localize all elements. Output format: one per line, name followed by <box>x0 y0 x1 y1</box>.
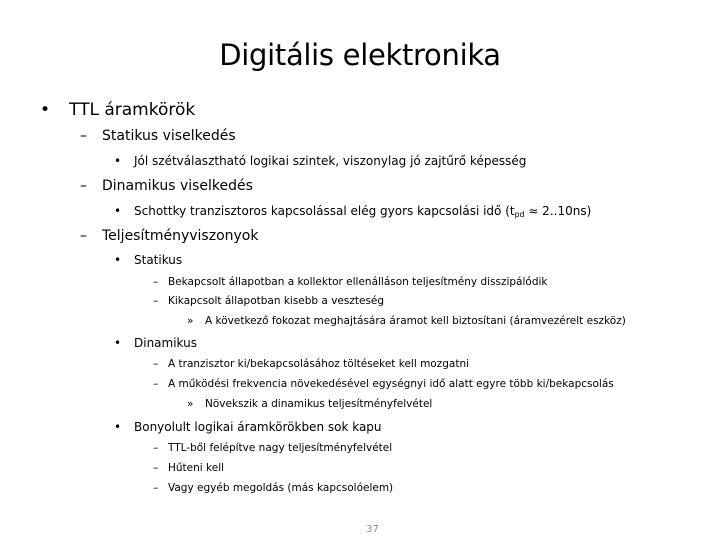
bullet-text-level3: Dinamikus <box>134 336 197 350</box>
bullet-marker: • <box>114 420 122 434</box>
bullet-text-level3 <box>134 204 591 219</box>
bullet-text-level4: Hűteni kell <box>168 462 225 474</box>
dash-marker: – <box>80 128 87 144</box>
dash-marker: – <box>153 462 159 474</box>
bullet-text-level4: Bekapcsolt állapotban a kollektor ellenálláson teljesítmény disszipálódik <box>168 276 548 288</box>
dash-marker: – <box>153 378 159 390</box>
dash-marker: – <box>80 178 87 194</box>
bullet-text-level2: Statikus viselkedés <box>102 128 236 144</box>
arrow-marker: » <box>187 398 194 410</box>
bullet-text-level4: A működési frekvencia növekedésével egységnyi idő alatt egyre több ki/bekapcsolás <box>168 378 614 390</box>
bullet-marker: • <box>114 204 122 218</box>
bullet-marker: • <box>40 100 51 120</box>
bullet-text-level3: Bonyolult logikai áramkörökben sok kapu <box>134 420 382 434</box>
bullet-text-level4: A tranzisztor ki/bekapcsolásához töltéseket kell mozgatni <box>168 358 470 370</box>
slide-title: Digitális elektronika <box>219 38 501 72</box>
dash-marker: – <box>153 482 159 494</box>
bullet-text-level4: TTL-ből felépítve nagy teljesítményfelvétel <box>168 442 393 454</box>
bullet-text-level4: Kikapcsolt állapotban kisebb a veszteség <box>168 295 385 307</box>
dash-marker: – <box>80 228 87 244</box>
dash-marker: – <box>153 295 159 307</box>
page-number: 37 <box>366 524 379 535</box>
bullet-text-level2: Dinamikus viselkedés <box>102 178 253 194</box>
dash-marker: – <box>153 358 159 370</box>
bullet-text-level3: Statikus <box>134 253 183 267</box>
text-segment: ≈ 2..10ns) <box>524 204 592 218</box>
arrow-marker: » <box>187 315 194 327</box>
bullet-text-level2: Teljesítményviszonyok <box>102 228 259 244</box>
bullet-text-level3: Jól szétválasztható logikai szintek, viszonylag jó zajtűrő képesség <box>134 154 527 168</box>
dash-marker: – <box>153 442 159 454</box>
text-segment: Schottky tranzisztoros kapcsolással elég gyors kapcsolási idő (t <box>134 204 515 218</box>
bullet-text-level5: A következő fokozat meghajtására áramot kell biztosítani (áramvezérelt eszköz) <box>205 315 626 327</box>
dash-marker: – <box>153 276 159 288</box>
bullet-text-level1: TTL áramkörök <box>69 100 196 120</box>
bullet-marker: • <box>114 253 122 267</box>
bullet-text-level4: Vagy egyéb megoldás (más kapcsolóelem) <box>168 482 394 494</box>
subscript-pd: pd <box>514 210 525 219</box>
bullet-marker: • <box>114 154 122 168</box>
bullet-text-level5: Növekszik a dinamikus teljesítményfelvétel <box>205 398 433 410</box>
bullet-marker: • <box>114 336 122 350</box>
